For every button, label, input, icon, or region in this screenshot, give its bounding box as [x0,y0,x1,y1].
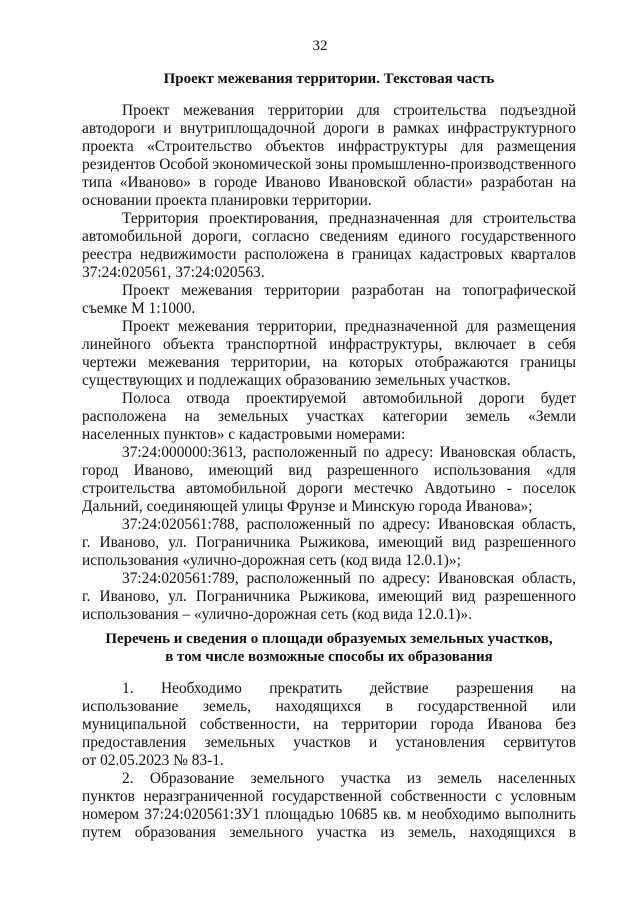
paragraph-right-of-way [82,390,576,444]
text-line: использования – «улично-дорожная сеть (код вида 12.0.1)». [82,606,472,623]
text-line: предоставления земельных участков и установления сервитутов [82,734,576,751]
text-line: 2. Образование земельного участка из земель населенных [122,770,576,787]
heading-line: в том числе возможные способы их образования [165,649,493,665]
text-line: использования «улично-дорожная сеть (код вида 12.0.1)»; [82,552,461,569]
text-line: муниципальной собственности, на территории города Иванова без [82,716,576,733]
heading-line: Перечень и сведения о площади образуемых земельных участков, [105,631,553,647]
text-line: расположена на земельных участках категории земель «Земли [82,408,576,425]
paragraph-parcel-3613 [82,444,576,516]
text-line: Полоса отвода проектируемой автомобильной дороги будет [122,390,576,407]
paragraph-territory [82,210,576,282]
text-line: г. Иваново, ул. Пограничника Рыжикова, имеющий вид разрешенного [82,534,576,551]
paragraph-parcel-789 [82,570,576,624]
text-line: путем образования земельного участка из земель, находящихся в [82,824,576,841]
text-line: основании проекта планировки территории. [82,192,372,209]
text-line: 37:24:000000:3613, расположенный по адресу: Ивановская область, [122,444,576,461]
text-line: строительства автомобильной дороги местечко Авдотьино - поселок [82,480,576,497]
heading-line: Проект межевания территории. Текстовая часть [163,71,495,87]
text-line: использование земель, находящихся в государственной или [82,698,576,715]
text-line: 1. Необходимо прекратить действие разрешения на [122,680,576,697]
text-line: Проект межевания территории для строительства подъездной [122,102,576,119]
text-line: 37:24:020561, 37:24:020563. [82,264,265,281]
text-line: от 02.05.2023 № 83-1. [82,752,224,769]
paragraph-project-basis [82,102,576,210]
section-heading-text-part [82,70,576,88]
text-line: населенных пунктов» с кадастровыми номерами: [82,426,406,443]
text-line: чертежи межевания территории, на которых отображаются границы [82,354,576,371]
text-line: город Иваново, имеющий вид разрешенного использования «для [82,462,576,479]
text-line: пунктов неразграниченной государственной собственности с условным [82,788,576,805]
section-heading-parcels-list [82,630,576,666]
text-line: г. Иваново, ул. Пограничника Рыжикова, имеющий вид разрешенного [82,588,576,605]
numbered-item-1 [82,680,576,770]
text-line: линейного объекта транспортной инфраструктуры, включает в себя [82,336,576,353]
text-line: существующих и подлежащих образованию земельных участков. [82,372,511,389]
paragraph-parcel-788 [82,516,576,570]
text-line: Территория проектирования, предназначенная для строительства [122,210,576,227]
paragraph-drawings [82,318,576,390]
text-line: реестра недвижимости расположена в границах кадастровых кварталов [82,246,576,263]
text-line: проекта «Строительство объектов инфраструктуры для размещения [82,138,576,155]
text-line: 37:24:020561:789, расположенный по адресу: Ивановская область, [122,570,576,587]
text-line: Дальний, соединяющей улицы Фрунзе и Минскую города Иванова»; [82,498,533,515]
text-line: автомобильной дороги, согласно сведениям единого государственного [82,228,576,245]
text-line: Проект межевания территории разработан на топографической [122,282,576,299]
text-line: 37:24:020561:788, расположенный по адресу: Ивановская область, [122,516,576,533]
paragraph-survey [82,282,576,318]
numbered-item-2 [82,770,576,842]
text-line: автодороги и внутриплощадочной дороги в рамках инфраструктурного [82,120,576,137]
text-line: Проект межевания территории, предназначенной для размещения [122,318,576,335]
page-number: 32 [312,38,328,54]
text-line: резидентов Особой экономической зоны промышленно-производственного [82,156,577,173]
text-line: номером 37:24:020561:ЗУ1 площадью 10685 кв. м необходимо выполнить [82,806,576,823]
text-line: типа «Иваново» в городе Иваново Ивановской области» разработан на [82,174,576,191]
text-line: съемке М 1:1000. [82,300,196,317]
